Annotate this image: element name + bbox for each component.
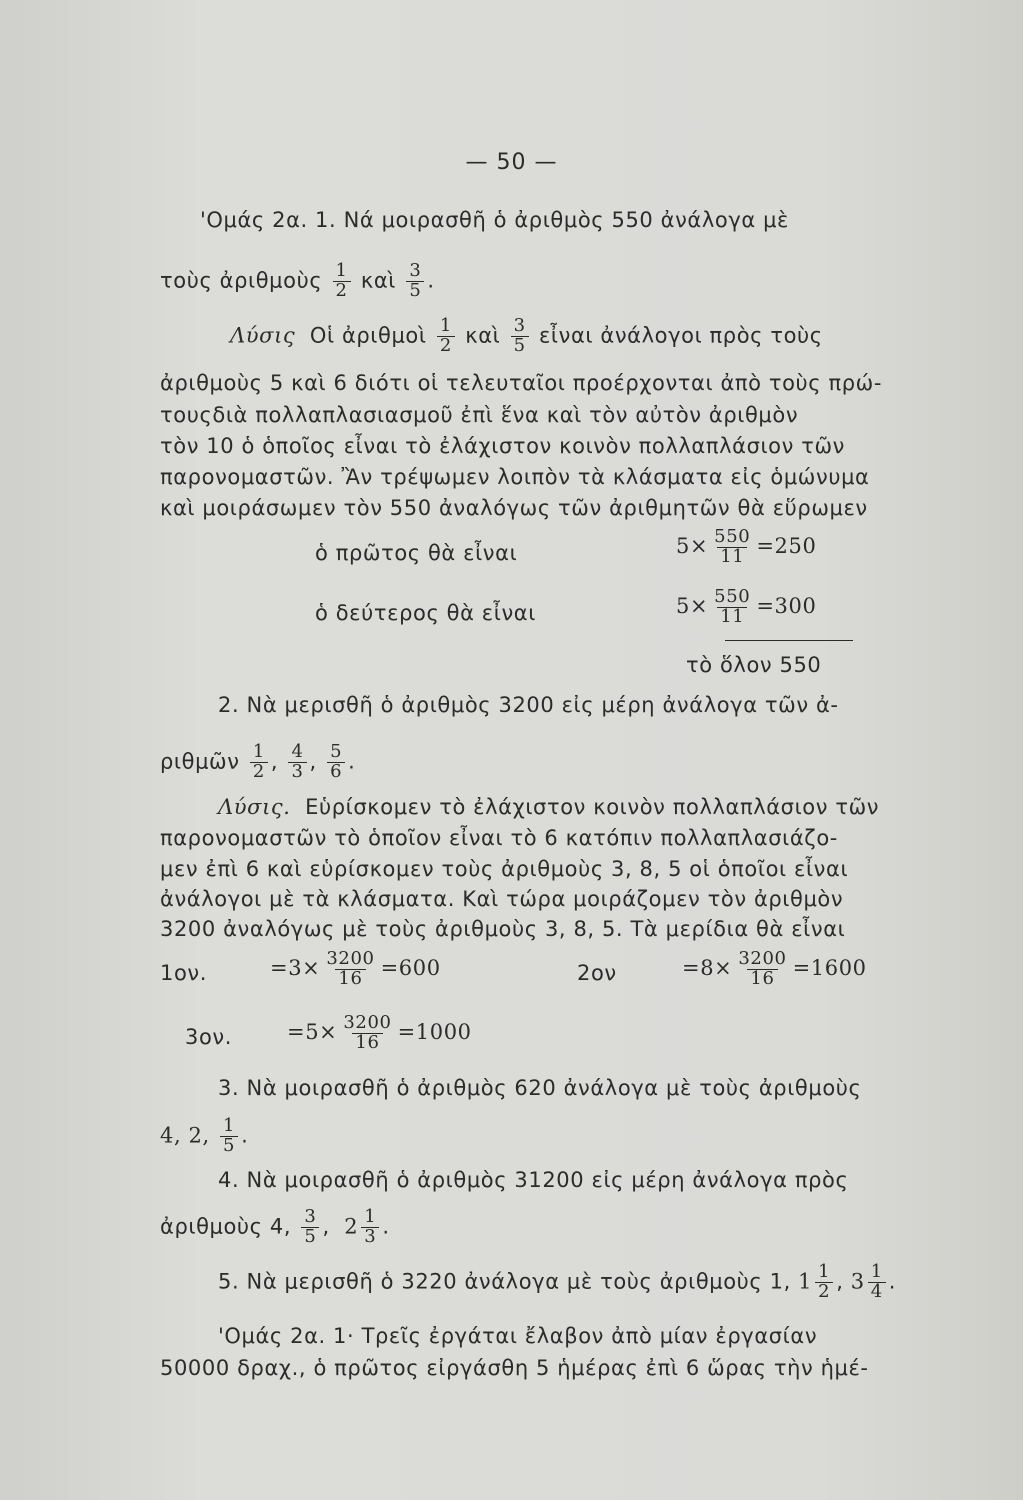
problem-3-line-1: 3. Νὰ μοιρασθῆ ὁ ἀριθμὸς 620 ἀνάλογα μὲ τοὺς ἀριθμοὺς [218,1076,862,1100]
problem-1-line-2: τοὺς ἀριθμοὺς $\frac{1}{2}$ καὶ $\frac{3}{5}$ . [160,260,435,301]
solution-2-line-3: μεν ἐπὶ 6 καὶ εὑρίσκομεν τοὺς ἀριθμοὺς 3, 8, 5 οἱ ὁποῖοι εἶναι [160,857,849,881]
problem-4-line-1: 4. Νὰ μοιρασθῆ ὁ ἀριθμὸς 31200 εἰς μέρη ἀνάλογα πρὸς [218,1168,849,1192]
solution-1-line-6: καὶ μοιράσωμεν τὸν 550 ἀναλόγως τῶν ἀριθμητῶν θὰ εὕρωμεν [160,496,868,520]
share-3-expression: =5× $\frac{3200}{16}$ =1000 [287,1012,472,1053]
problem-5-line: 5. Νὰ μερισθῆ ὁ 3220 ἀνάλογα μὲ τοὺς ἀριθμοὺς 1, 1 $\frac{1}{2}$ , 3 $\frac{1}{4}$ . [218,1261,897,1302]
fraction: $\frac{1}{5}$ [220,1117,238,1156]
solution-1-line-1: Λύσις Οἱ ἀριθμοὶ $\frac{1}{2}$ καὶ $\frac{3}{5}$ εἶναι ἀνάλογοι πρὸς τοὺς [230,315,823,356]
share-1-label: 1ον. [160,961,208,985]
fraction: $\frac{1}{2}$ [437,317,455,356]
share-3-label: 3ον. [185,1025,233,1049]
solution-1-line-3: τουςδιὰ πολλαπλασιασμοῦ ἐπὶ ἕνα καὶ τὸν αὐτὸν ἀριθμὸν [160,403,799,427]
second-share-expression: 5× $\frac{550}{11}$ =300 [676,586,817,627]
fraction: $\frac{5}{6}$ [327,743,345,782]
problem-1-line-1: 'Ομάς 2α. 1. Νά μοιρασθῆ ὁ ἀριθμὸς 550 ἀνάλογα μὲ [200,208,789,232]
problem-2-line-2: ριθμῶν $\frac{1}{2}$ , $\frac{4}{3}$ , $\frac{5}{6}$ . [160,741,356,782]
fraction: $\frac{3200}{16}$ [326,948,375,989]
solution-label: Λύσις. [218,795,291,819]
page-number: — 50 — [465,150,558,175]
total-line: τὸ ὅλον 550 [686,653,822,677]
fraction: $\frac{3200}{16}$ [343,1012,392,1053]
solution-1-line-5: παρονομαστῶν. Ἂν τρέψωμεν λοιπὸν τὰ κλάσματα εἰς ὁμώνυμα [160,465,870,489]
problem-3-line-2: 4, 2, $\frac{1}{5}$ . [160,1115,249,1156]
solution-2-line-2: παρονομαστῶν τὸ ὁποῖον εἶναι τὸ 6 κατόπιν πολλαπλασιάζο- [160,826,838,850]
solution-1-line-2: ἀριθμοὺς 5 καὶ 6 διότι οἱ τελευταῖοι προέρχονται ἀπὸ τοὺς πρώ- [160,371,883,395]
first-share-label: ὁ πρῶτος θὰ εἶναι [315,541,518,565]
fraction: $\frac{4}{3}$ [288,743,306,782]
solution-2-line-1: Λύσις. Εὑρίσκομεν τὸ ἐλάχιστον κοινὸν πολλαπλάσιον τῶν [218,795,880,819]
fraction: $\frac{3200}{16}$ [738,948,787,989]
problem-2-line-1: 2. Νὰ μερισθῆ ὁ ἀριθμὸς 3200 εἰς μέρη ἀνάλογα τῶν ἀ- [218,693,839,717]
fraction: $\frac{1}{2}$ [250,743,268,782]
fraction: $\frac{550}{11}$ [714,526,751,567]
problem-6-line-2: 50000 δραχ., ὁ πρῶτος εἰργάσθη 5 ἡμέρας ἐπὶ 6 ὥρας τὴν ἡμέ- [160,1356,869,1380]
share-2-expression: =8× $\frac{3200}{16}$ =1600 [682,948,867,989]
solution-2-line-5: 3200 ἀναλόγως μὲ τοὺς ἀριθμοὺς 3, 8, 5. Τὰ μερίδια θὰ εἶναι [160,917,846,941]
solution-1-line-4: τὸν 10 ὁ ὁποῖος εἶναι τὸ ἐλάχιστον κοινὸν πολλαπλάσιον τῶν [160,434,845,458]
problem-6-line-1: 'Ομάς 2α. 1· Τρεῖς ἐργάται ἔλαβον ἀπὸ μίαν ἐργασίαν [218,1324,818,1348]
sum-rule [725,640,853,641]
fraction: $\frac{3}{5}$ [301,1208,319,1247]
fraction: $\frac{1}{2}$ [333,262,351,301]
fraction: $\frac{1}{2}$ [815,1263,833,1302]
share-2-label: 2ον [577,961,617,985]
share-1-expression: =3× $\frac{3200}{16}$ =600 [270,948,441,989]
fraction: $\frac{1}{3}$ [361,1208,379,1247]
fraction: $\frac{1}{4}$ [868,1263,886,1302]
solution-2-line-4: ἀνάλογοι μὲ τὰ κλάσματα. Καὶ τώρα μοιράζομεν τὸν ἀριθμὸν [160,887,844,911]
solution-label: Λύσις [230,323,296,348]
fraction: $\frac{3}{5}$ [511,317,529,356]
first-share-expression: 5× $\frac{550}{11}$ =250 [676,526,817,567]
fraction: $\frac{3}{5}$ [406,262,424,301]
fraction: $\frac{550}{11}$ [714,586,751,627]
problem-4-line-2: ἀριθμοὺς 4, $\frac{3}{5}$ , 2 $\frac{1}{3}$ . [160,1206,390,1247]
second-share-label: ὁ δεύτερος θὰ εἶναι [315,601,536,625]
